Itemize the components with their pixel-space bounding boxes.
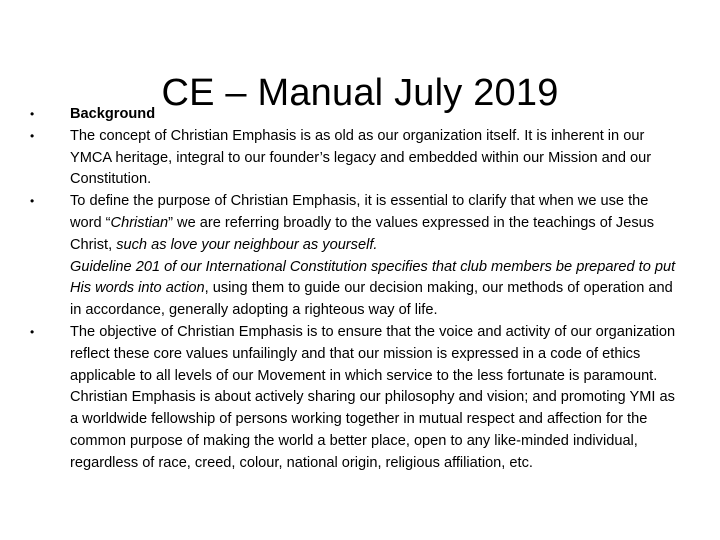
bullet-background bbox=[30, 104, 680, 126]
bullet-concept bbox=[30, 126, 680, 191]
concept-text: The concept of Christian Emphasis is as old as our organization itself. It is inherent in our YMCA heritage, integral to our founder’s legacy and embedded within our Mission and our Constitution. bbox=[70, 127, 652, 188]
bullet-dot-icon: • bbox=[30, 128, 35, 143]
bullet-objective bbox=[30, 322, 680, 475]
purpose-text-part1: To define the purpose of Christian Emphasis, it is essential to clarify that when we use the word “ bbox=[70, 193, 649, 231]
purpose-example-italic: such as love your neighbour as yourself. bbox=[116, 236, 378, 253]
purpose-guideline-line bbox=[70, 257, 680, 322]
bullet-dot-icon: • bbox=[30, 107, 35, 121]
purpose-christian-italic: Christian bbox=[110, 214, 169, 231]
bullet-dot-icon: • bbox=[30, 324, 35, 339]
background-heading: Background bbox=[70, 106, 156, 122]
bullet-purpose bbox=[30, 191, 680, 322]
objective-text: The objective of Christian Emphasis is to ensure that the voice and activity of our organization reflect these core values unfailingly and that our mission is expressed in a code of ethics applicable to all levels of our Movement in which service to the less fortunate is paramount. Christian Emphasis is about actively sharing our philosophy and vision; and promoting YMI as a worldwide fellowship of persons working together in mutual respect and affection for the common purpose of making the world a better place, open to any like-minded individual, regardless of race, creed, colour, national origin, religious affiliation, etc. bbox=[70, 323, 676, 471]
purpose-text-part2: ” we are referring broadly to the values expressed in the teachings of Jesus Christ, bbox=[70, 214, 655, 253]
slide-title: CE – Manual July 2019 bbox=[161, 72, 559, 115]
bullet-dot-icon: • bbox=[30, 194, 35, 209]
bullet-list bbox=[30, 104, 680, 475]
purpose-guideline-italic: Guideline 201 of our International Constitution specifies that club members be prepared to put His words into action bbox=[70, 258, 676, 297]
purpose-text-part3: , using them to guide our decision making, our methods of operation and in accordance, generally adopting a righteous way of life. bbox=[70, 280, 673, 319]
